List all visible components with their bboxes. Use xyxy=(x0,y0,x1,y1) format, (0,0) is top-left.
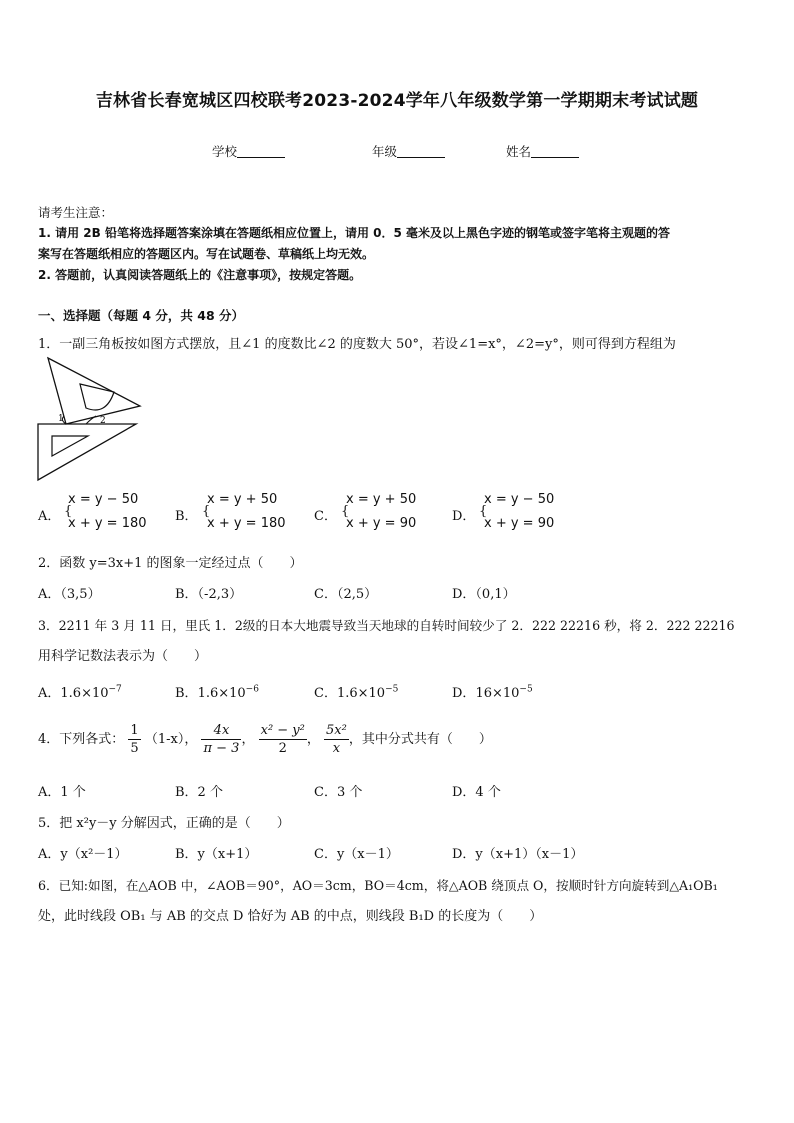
q4-stem: 4．下列各式： $\frac{1}{5}$ （1-x）， $\frac{4x}{\pi - 3}$ ， $\frac{\text{x² − y²}}{2}$ ， $\frac{\text{5x²}}{x}$ ，其中分式共有（ ） xyxy=(38,723,492,756)
q4-fraction-1: $\frac{1}{5}$ xyxy=(130,723,139,756)
q2-option-c[interactable]: C．（2,5） xyxy=(314,587,378,602)
q3-stem-line2: 用科学记数法表示为（ ） xyxy=(38,649,208,664)
q1-stem: 1．一副三角板按如图方式摆放，且∠1 的度数比∠2 的度数大 50°，若设∠1=x°，∠2=y°，则可得到方程组为 xyxy=(38,337,676,352)
section-heading: 一、选择题（每题 4 分，共 48 分） xyxy=(38,308,245,323)
q2-option-b[interactable]: B．（-2,3） xyxy=(175,587,243,602)
q4-fraction-3: $\frac{\text{x² − y²}}{2}$ xyxy=(260,723,305,756)
triangle-bottom-cutout xyxy=(52,436,88,456)
q3-option-b[interactable]: B．$1.6\times 10^{-6}$ xyxy=(175,684,259,701)
angle-2-arc xyxy=(86,416,96,424)
angle-1-label: 1 xyxy=(58,414,64,424)
q2-stem: 2．函数 y=3x+1 的图象一定经过点（ ） xyxy=(38,556,303,571)
q5-option-b[interactable]: B．y（x+1） xyxy=(175,847,258,862)
q5-stem: 5．把 x²y－y 分解因式，正确的是（ ） xyxy=(38,816,290,831)
q4-option-c[interactable]: C．3 个 xyxy=(314,785,363,800)
q5-option-d[interactable]: D．y（x+1）（x－1） xyxy=(452,847,584,862)
notice-heading: 请考生注意： xyxy=(38,205,114,220)
school-field: 学校 xyxy=(212,142,285,160)
exam-title: 吉林省长春宽城区四校联考2023-2024学年八年级数学第一学期期末考试试题 xyxy=(95,91,699,111)
q2-option-a[interactable]: A．（3,5） xyxy=(38,587,101,602)
notice-item2: 2. 答题前，认真阅读答题纸上的《注意事项》，按规定答题。 xyxy=(38,268,362,282)
q4-option-b[interactable]: B．2 个 xyxy=(175,785,223,800)
q3-option-c[interactable]: C．$1.6\times 10^{-5}$ xyxy=(314,684,399,701)
q3-option-d[interactable]: D．$16\times 10^{-5}$ xyxy=(452,684,533,701)
q1-triangle-figure xyxy=(36,356,146,486)
angle-2-label: 2 xyxy=(100,416,106,426)
q3-stem-line1: 3．2211 年 3 月 11 日，里氏 1．2级的日本大地震导致当天地球的自转时间较少了 2．222 22216 秒，将 2．222 22216 xyxy=(38,618,735,633)
q4-fraction-4: $\frac{\text{5x²}}{x}$ xyxy=(326,723,347,756)
name-field: 姓名 xyxy=(506,142,579,160)
grade-field: 年级 xyxy=(372,142,445,160)
triangle-bottom xyxy=(38,424,136,480)
notice-item1-line1: 1. 请用 2B 铅笔将选择题答案涂填在答题纸相应位置上，请用 0．5 毫米及以上黑色字迹的钢笔或签字笔将主观题的答 xyxy=(38,226,670,240)
q6-stem-line1: 6．已知:如图，在△AOB 中，∠AOB＝90°，AO＝3cm，BO＝4cm，将△AOB 绕顶点 O，按顺时针方向旋转到△A₁OB₁ xyxy=(38,878,718,893)
school-blank[interactable] xyxy=(237,145,285,158)
q5-option-a[interactable]: A．y（x²－1） xyxy=(38,847,128,862)
q4-option-d[interactable]: D．4 个 xyxy=(452,785,501,800)
notice-item1-line2: 案写在答题纸相应的答题区内。写在试题卷、草稿纸上均无效。 xyxy=(38,247,375,261)
q3-option-a[interactable]: A．$1.6\times 10^{-7}$ xyxy=(38,684,122,701)
q4-fraction-2: $\frac{4x}{\pi - 3}$ xyxy=(203,723,240,756)
q2-option-d[interactable]: D．（0,1） xyxy=(452,587,516,602)
q6-stem-line2: 处，此时线段 OB₁ 与 AB 的交点 D 恰好为 AB 的中点，则线段 B₁D 的长度为（ ） xyxy=(38,909,543,924)
triangle-top-cutout xyxy=(80,384,114,410)
grade-blank[interactable] xyxy=(397,145,445,158)
exam-page: 吉林省长春宽城区四校联考2023-2024学年八年级数学第一学期期末考试试题 学校 年级 姓名 请考生注意： 1. 请用 2B 铅笔将选择题答案涂填在答题纸相应位置上，请用 0．5 毫米及以上黑色字迹的钢笔或签字笔将主观题的答 案写在答题纸相应的答题区内。写在试题卷、草稿纸上均无效。 2. 答题前，认真阅读答题纸上的《注意事项》，按规定答题。 一、选择题（每题 4 分，共 48 分） 1．一副三角板按如图方式摆放，且∠1 的度数比∠2 的度数大 50°，若设∠1=x°，∠2=y°，则可得到方程组为 1 2 A． { x = y − 50 x + y = 180 B． { x = y + 50 x + y = 180 C． { x = y + 50 x + y = 90 D． { x = y − 50 x + y = 90 2．函数 y=3x+1 的图象一定经过点（ ） A．（3,5） B．（-2,3） C．（2,5） D．（0,1） 3．2211 年 3 月 11 日，里氏 1．2级的日本大地震导致当天地球的自转时间较少了 2．222 22216 秒，将 2．222 22216 用科学记数法表示为（ ） A．$1.6\times 10^{-7}$ B．$1.6\times 10^{-6}$ C．$1.6\times 10^{-5}$ D．$16\times 10^{-5}$ 4．下列各式： $\frac{1}{5}$ （1-x）， $\frac{4x}{\pi - 3}$ ， $\frac{\text{x² − y²}}{2}$ ， $\frac{\text{5x²}}{x}$ ，其中分式共有（ ） A．1 个 B．2 个 C．3 个 D．4 个 5．把 x²y－y 分解因式，正确的是（ ） A．y（x²－1） B．y（x+1） C．y（x－1） D．y（x+1）（x－1） 6．已知:如图，在△AOB 中，∠AOB＝90°，AO＝3cm，BO＝4cm，将△AOB 绕顶点 O，按顺时针方向旋转到△A₁OB₁ 处，此时线段 OB₁ 与 AB 的交点 D 恰好为 AB 的中点，则线段 B₁D 的长度为（ ） xyxy=(0,0,794,1123)
name-blank[interactable] xyxy=(531,145,579,158)
q4-option-a[interactable]: A．1 个 xyxy=(38,785,86,800)
q5-option-c[interactable]: C．y（x－1） xyxy=(314,847,399,862)
